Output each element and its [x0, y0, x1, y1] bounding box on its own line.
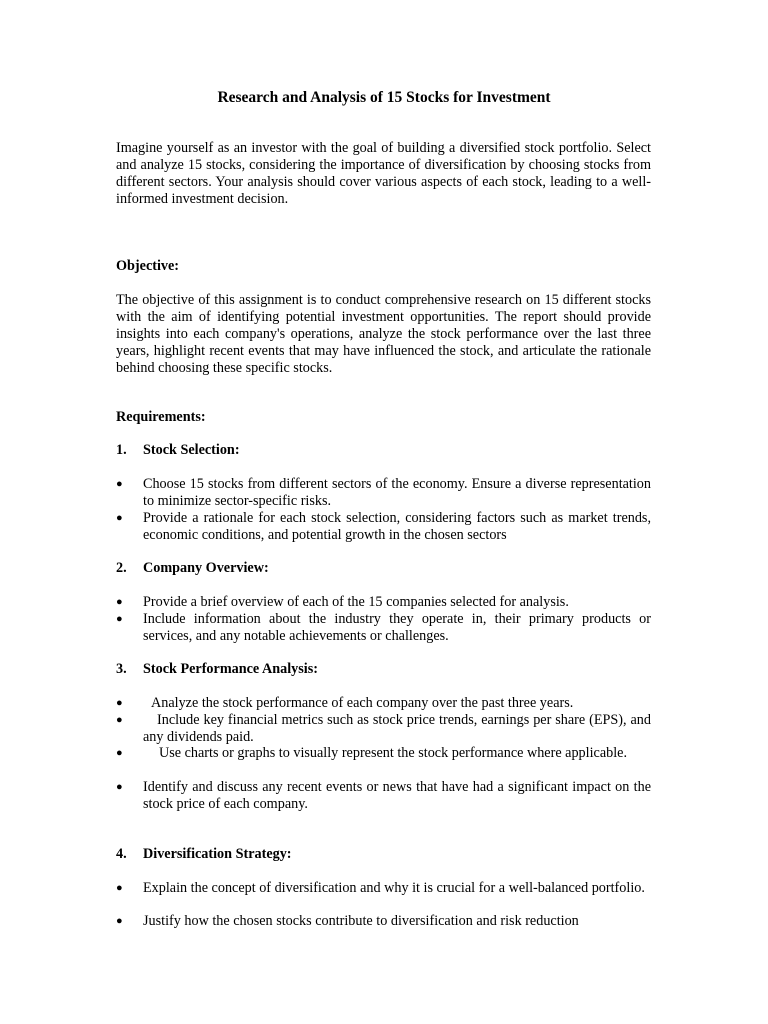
bullet-icon: ●: [116, 882, 123, 894]
section-title: Company Overview:: [143, 560, 269, 576]
list-item-text: Explain the concept of diversification and why it is crucial for a well-balanced portfolio.: [143, 880, 645, 896]
section-heading-stock-performance: [116, 661, 318, 678]
bullet-icon: ●: [116, 596, 123, 608]
list-item: [116, 510, 651, 544]
bullet-icon: ●: [116, 747, 123, 759]
bullet-icon: ●: [116, 512, 123, 524]
list-item: [116, 695, 651, 712]
list-item: [116, 880, 651, 897]
list-item: [116, 594, 651, 611]
list-item-text: Justify how the chosen stocks contribute to diversification and risk reduction: [143, 913, 579, 929]
bullet-icon: ●: [116, 613, 123, 625]
bullet-icon: ●: [116, 697, 123, 709]
section-number: 3.: [116, 661, 127, 677]
list-item: [116, 779, 651, 813]
intro-paragraph: Imagine yourself as an investor with the goal of building a diversified stock portfolio. Select and analyze 15 stocks, considering the importance of diversification by choosing stocks from different sectors. Your analysis should cover various aspects of each stock, leading to a well-informed investment decision.: [116, 140, 651, 207]
section-number: 1.: [116, 442, 127, 458]
section-number: 4.: [116, 846, 127, 862]
objective-heading: Objective:: [116, 258, 180, 274]
section-title: Stock Performance Analysis:: [143, 661, 318, 677]
list-item: [116, 476, 651, 510]
list-item: [116, 745, 651, 762]
section-heading-company-overview: [116, 560, 269, 577]
requirements-heading: Requirements:: [116, 409, 206, 425]
section-heading-diversification: [116, 846, 292, 863]
list-item-text: Choose 15 stocks from different sectors of the economy. Ensure a diverse representation to minimize sector-specific risks.: [143, 476, 651, 509]
list-item: [116, 712, 651, 746]
document-title: Research and Analysis of 15 Stocks for Investment: [217, 89, 551, 106]
list-item: [116, 611, 651, 645]
list-item-text: Identify and discuss any recent events or news that have had a significant impact on the stock price of each company.: [143, 779, 651, 812]
objective-paragraph: The objective of this assignment is to conduct comprehensive research on 15 different stocks with the aim of identifying potential investment opportunities. The report should provide insights into each company's operations, analyze the stock performance over the last three years, highlight recent events that may have influenced the stock, and articulate the rationale behind choosing these specific stocks.: [116, 292, 651, 376]
list-item-text: Provide a rationale for each stock selection, considering factors such as market trends, economic conditions, and potential growth in the chosen sectors: [143, 510, 651, 543]
bullet-icon: ●: [116, 781, 123, 793]
bullet-icon: ●: [116, 915, 123, 927]
bullet-icon: ●: [116, 478, 123, 490]
section-heading-stock-selection: [116, 442, 240, 459]
bullet-icon: ●: [116, 714, 123, 726]
list-item-text: Include key financial metrics such as stock price trends, earnings per share (EPS), and any dividends paid.: [143, 712, 651, 745]
section-title: Stock Selection:: [143, 442, 240, 458]
section-number: 2.: [116, 560, 127, 576]
list-item-text: Use charts or graphs to visually represent the stock performance where applicable.: [159, 745, 628, 761]
list-item-text: Provide a brief overview of each of the 15 companies selected for analysis.: [143, 594, 569, 610]
section-title: Diversification Strategy:: [143, 846, 292, 862]
list-item: [116, 913, 651, 930]
list-item-text: Analyze the stock performance of each company over the past three years.: [151, 695, 574, 711]
list-item-text: Include information about the industry they operate in, their primary products or services, and any notable achievements or challenges.: [143, 611, 651, 644]
